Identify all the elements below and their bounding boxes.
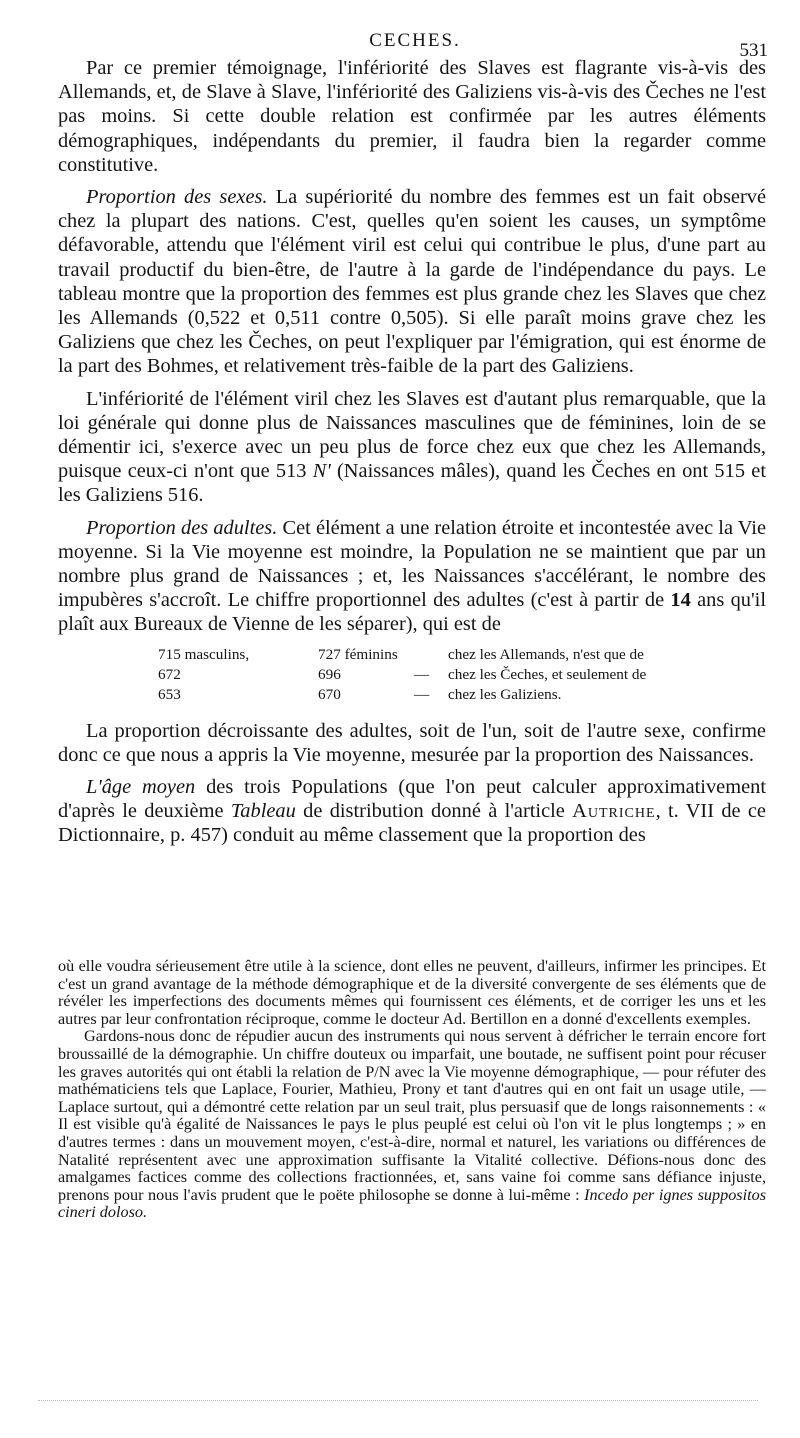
paragraph-sex-proportion [58,185,766,379]
latin-quote: Incedo per ignes suppositos cineri doloso. [58,1185,766,1222]
paragraph-adult-proportion [58,516,766,637]
paragraph-male-births [58,387,766,508]
paragraph-male-births-part-b: (Naissances mâles), quand les Čeches en ont 515 et les Galiziens 516. [58,460,767,507]
footnote-instruments-body: Gardons-nous donc de répudier aucun des instruments qui nous servent à défricher le terrain encore fort broussaillé de la démographie. Un chiffre douteux ou imparfait, une boutade, ne suffisent point pour récuser les graves autorités qui ont établi la relation de P/N avec la Vie moyenne démographique, — pour réfuter des mathématiciens tels que Laplace, Fourier, Mathieu, Prony et tant d'autres qui en ont fait un usage utile, — Laplace surtout, qui a démontré cette relation par un seul trait, plus persuasif que de longs raisonnements : « Il est visible qu'à égalité de Naissances le pays le plus peuplé est celui où l'on vit le plus longtemps ; » en d'autres termes : dans un mouvement moyen, c'est-à-dire, normal et naturel, les variations ou différences de Natalité représentent avec une approximation suffisante la Vitalité collective. Défions-nous donc des amalgames factices comme des collections fractionnées, et, sans vaine foi comme sans défiance injuste, prenons pour nous l'avis prudent que le poëte philosophe se donne à lui-même : [58,1027,766,1204]
page-header [60,26,770,61]
main-text [58,56,766,856]
births-symbol: N' [312,460,331,483]
footnote-paragraph-instruments [58,1028,766,1222]
tableau-reference: Tableau [230,800,296,823]
footnote-block [58,958,766,1222]
description-cell: chez les Čeches, et seulement de [448,665,647,683]
feminine-cell: 696 [318,665,341,683]
table-row [58,665,766,685]
masculine-cell: 715 masculins, [158,645,250,663]
paragraph-sex-proportion-body: La supériorité du nombre des femmes est un fait observé chez la plupart des nations. C'est, quelles qu'en soient les causes, un symptôme défavorable, attendu que l'élément viril est celui qui contribue le plus, d'une part au travail productif du bien-être, de l'autre à la garde de l'indépendance du pays. Le tableau montre que la proportion des femmes est plus grande chez les Slaves que chez les Allemands (0,522 et 0,511 contre 0,505). Si elle paraît moins grave chez les Galiziens que chez les Čeches, on peut l'expliquer par l'émigration, qui est énorme de la part des Bohmes, et relativement très-faible de la part des Galiziens. [58,186,766,378]
footnote-paragraph-methods: où elle voudra sérieusement être utile à la science, dont elles ne peuvent, d'ailleurs, infirmer les principes. Et c'est un grand avantage de la méthode démographique et de la diversité convergente de ses éléments que de révéler les imperfections des documents mêmes qui fournissent ces éléments, et de corriger les uns et les autres par leur confrontation réciproque, comme le docteur Ad. Bertillon en a donné d'excellents exemples. [58,957,766,1028]
adult-rates-table [58,645,766,705]
masculine-cell: 653 [158,685,181,703]
paragraph-adult-part-a: Cet élément a une relation étroite et incontestée avec la Vie moyenne. Si la Vie moyenne est moindre, la Population ne se maintient que par un nombre plus grand de Naissances ; et, les Naissances s'accélérant, le nombre des impubères s'accroît. Le chiffre proportionnel des adultes (c'est à partir de [58,516,766,612]
section-heading-sexes: Proportion des sexes. [86,186,268,209]
article-reference: Autriche [572,800,656,823]
paragraph-average-age-part-a: des trois Populations (que l'on peut calculer approximativement d'après le deuxième [58,776,766,823]
masculine-cell: 672 [158,665,181,683]
paragraph-average-age [58,775,766,848]
section-heading-adults: Proportion des adultes. [86,516,278,539]
paragraph-adult-part-b: ans qu'il plaît aux Bureaux de Vienne de les séparer), qui est de [58,589,766,636]
feminine-cell: 727 féminins [318,645,398,663]
paragraph-average-age-part-c: , t. VII de ce Dictionnaire, p. 457) conduit au même classement que la proportion des [58,800,766,847]
description-cell: chez les Allemands, n'est que de [448,645,644,663]
description-cell: chez les Galiziens. [448,685,562,703]
paragraph-decreasing-adults: La proportion décroissante des adultes, soit de l'un, soit de l'autre sexe, confirme donc ce que nous a appris la Vie moyenne, mesurée par la proportion des Naissances. [58,719,766,766]
table-row [58,685,766,705]
paragraph-male-births-part-a: L'infériorité de l'élément viril chez les Slaves est d'autant plus remarquable, que la loi générale qui donne plus de Naissances masculines que de féminines, loin de se démentir ici, s'exerce avec un peu plus de force chez eux que chez les Allemands, puisque ceux-ci n'ont que 513 [58,387,766,483]
feminine-cell: 670 [318,685,341,703]
running-title: CECHES. [369,30,461,51]
dash-cell [414,645,448,665]
section-heading-average-age: L'âge moyen [86,776,196,799]
dash-cell: — [414,685,430,703]
page-number: 531 [739,40,768,61]
dash-cell: — [414,665,430,683]
table-row [58,645,766,665]
age-threshold: 14 [670,589,691,612]
paragraph-average-age-part-b: de distribution donné à l'article [295,800,573,823]
bottom-page-rule [38,1400,758,1401]
paragraph-inferiority: Par ce premier témoignage, l'infériorité des Slaves est flagrante vis-à-vis des Allemands, et, de Slave à Slave, l'infériorité des Galiziens vis-à-vis des Čeches ne l'est pas moins. Si cette double relation est confirmée par les autres éléments démographiques, indépendants du premier, il faudra bien la regarder comme constitutive. [58,57,766,176]
